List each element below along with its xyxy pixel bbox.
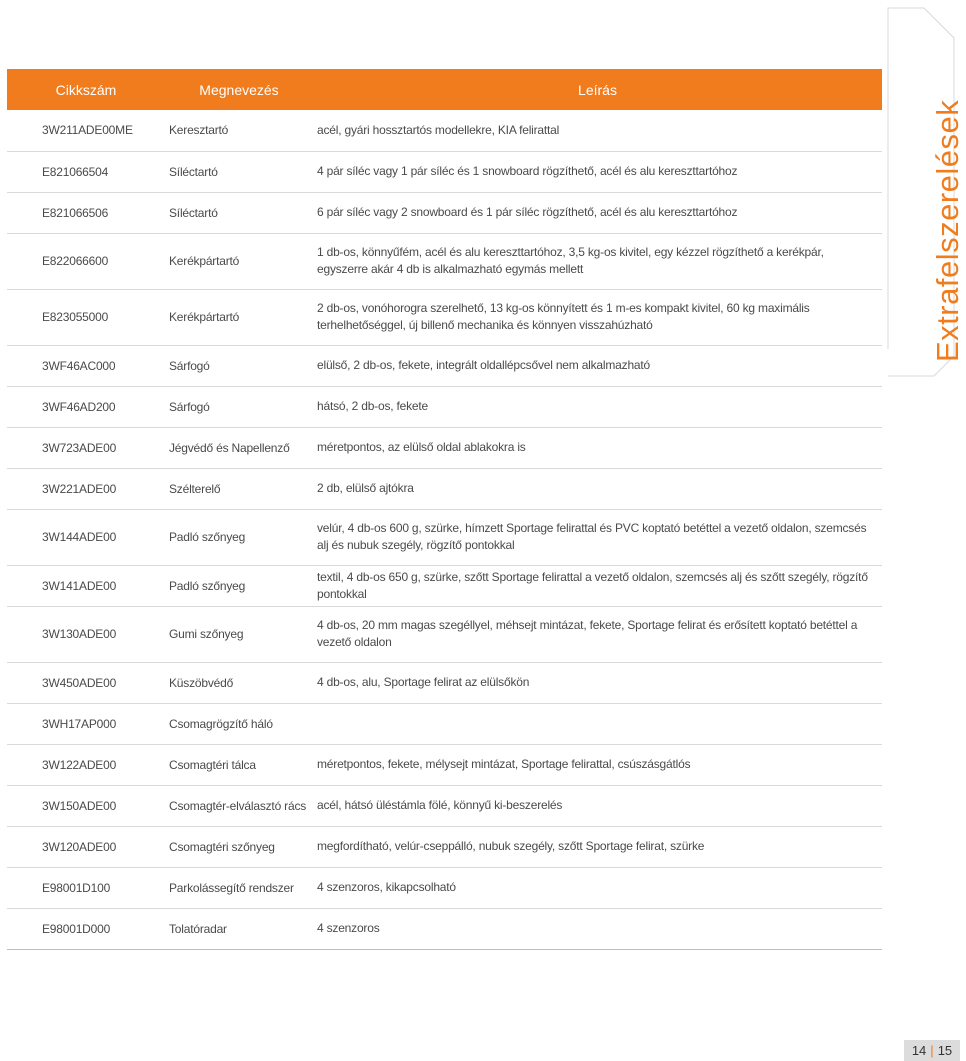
table-row: [7, 427, 882, 468]
row-description: 2 db-os, vonóhorogra szerelhető, 13 kg-os könnyített és 1 m-es kompakt kivitel, 60 kg maximális terhelhetőséggel, új billenő mechanika és könnyen visszahúzható: [313, 289, 882, 345]
header-name: Megnevezés: [165, 69, 313, 110]
row-name: Gumi szőnyeg: [165, 606, 313, 662]
row-name: Sárfogó: [165, 345, 313, 386]
row-description: 4 pár síléc vagy 1 pár síléc és 1 snowboard rögzíthető, acél és alu kereszttartóhoz: [313, 151, 882, 192]
row-description: 4 db-os, 20 mm magas szegéllyel, méhsejt mintázat, fekete, Sportage felirat és erősített koptató betéttel a vezető oldalon: [313, 606, 882, 662]
row-code: E821066504: [7, 151, 165, 192]
row-description: 2 db, elülső ajtókra: [313, 468, 882, 509]
row-name: Síléctartó: [165, 151, 313, 192]
row-name: Jégvédő és Napellenző: [165, 427, 313, 468]
table-row: [7, 744, 882, 785]
row-code: 3W130ADE00: [7, 606, 165, 662]
row-description: acél, hátsó üléstámla fölé, könnyű ki-beszerelés: [313, 785, 882, 826]
row-code: 3W211ADE00ME: [7, 110, 165, 151]
row-name: Kerékpártartó: [165, 289, 313, 345]
row-name: Kerékpártartó: [165, 233, 313, 289]
row-code: 3WF46AC000: [7, 345, 165, 386]
row-name: Csomagrögzítő háló: [165, 703, 313, 744]
table-row: [7, 345, 882, 386]
row-code: E821066506: [7, 192, 165, 233]
row-description: elülső, 2 db-os, fekete, integrált oldallépcsővel nem alkalmazható: [313, 345, 882, 386]
row-name: Padló szőnyeg: [165, 565, 313, 606]
row-description: méretpontos, az elülső oldal ablakokra is: [313, 427, 882, 468]
side-tab-label: Extrafelszerelések: [930, 99, 965, 362]
table-row: [7, 110, 882, 151]
page-number-right: 15: [937, 1043, 953, 1058]
accessories-table: [7, 69, 882, 950]
table-row: [7, 703, 882, 744]
row-description: megfordítható, velúr-cseppálló, nubuk szegély, szőtt Sportage felirat, szürke: [313, 826, 882, 867]
row-code: E98001D100: [7, 867, 165, 908]
row-code: 3WH17AP000: [7, 703, 165, 744]
row-code: E822066600: [7, 233, 165, 289]
row-code: 3W221ADE00: [7, 468, 165, 509]
page-number: [904, 1040, 960, 1061]
table-row: [7, 386, 882, 427]
row-name: Keresztartó: [165, 110, 313, 151]
header-description: Leírás: [313, 69, 882, 110]
row-code: E823055000: [7, 289, 165, 345]
table-row: [7, 867, 882, 908]
table-row: [7, 565, 882, 606]
row-code: 3W144ADE00: [7, 509, 165, 565]
header-code: Cikkszám: [7, 69, 165, 110]
table-row: [7, 908, 882, 949]
page-number-left: 14: [911, 1043, 927, 1058]
table-row: [7, 289, 882, 345]
table-body: [7, 110, 882, 949]
row-description: 4 db-os, alu, Sportage felirat az elülsőkön: [313, 662, 882, 703]
row-code: 3W450ADE00: [7, 662, 165, 703]
table-row: [7, 826, 882, 867]
row-name: Küszöbvédő: [165, 662, 313, 703]
row-code: 3WF46AD200: [7, 386, 165, 427]
table-row: [7, 606, 882, 662]
row-name: Szélterelő: [165, 468, 313, 509]
row-description: 1 db-os, könnyűfém, acél és alu kereszttartóhoz, 3,5 kg-os kivitel, egy kézzel rögzíthető a kerékpár, egyszerre akár 4 db is alkalmazható egymás mellett: [313, 233, 882, 289]
row-name: Síléctartó: [165, 192, 313, 233]
row-description: 4 szenzoros, kikapcsolható: [313, 867, 882, 908]
table-row: [7, 468, 882, 509]
table-row: [7, 662, 882, 703]
row-code: E98001D000: [7, 908, 165, 949]
row-description: acél, gyári hossztartós modellekre, KIA felirattal: [313, 110, 882, 151]
row-code: 3W150ADE00: [7, 785, 165, 826]
row-code: 3W120ADE00: [7, 826, 165, 867]
table-row: [7, 509, 882, 565]
table-row: [7, 233, 882, 289]
row-description: 4 szenzoros: [313, 908, 882, 949]
row-description: velúr, 4 db-os 600 g, szürke, hímzett Sportage felirattal és PVC koptató betéttel a vezető oldalon, szemcsés alj és nubuk szegély, rögzítő pontokkal: [313, 509, 882, 565]
row-name: Csomagtéri tálca: [165, 744, 313, 785]
row-name: Padló szőnyeg: [165, 509, 313, 565]
row-name: Csomagtér-elválasztó rács: [165, 785, 313, 826]
row-code: 3W122ADE00: [7, 744, 165, 785]
accessories-table-wrap: [7, 69, 882, 950]
row-name: Tolatóradar: [165, 908, 313, 949]
table-row: [7, 785, 882, 826]
row-name: Sárfogó: [165, 386, 313, 427]
table-row: [7, 151, 882, 192]
row-name: Csomagtéri szőnyeg: [165, 826, 313, 867]
page-number-separator: |: [930, 1043, 934, 1058]
row-description: méretpontos, fekete, mélysejt mintázat, Sportage felirattal, csúszásgátlós: [313, 744, 882, 785]
row-code: 3W141ADE00: [7, 565, 165, 606]
row-description: hátsó, 2 db-os, fekete: [313, 386, 882, 427]
row-description: textil, 4 db-os 650 g, szürke, szőtt Sportage felirattal a vezető oldalon, szemcsés alj és szőtt szegély, rögzítő pontokkal: [313, 565, 882, 606]
row-code: 3W723ADE00: [7, 427, 165, 468]
table-row: [7, 192, 882, 233]
table-header: [7, 69, 882, 110]
row-description: 6 pár síléc vagy 2 snowboard és 1 pár síléc rögzíthető, acél és alu kereszttartóhoz: [313, 192, 882, 233]
row-name: Parkolássegítő rendszer: [165, 867, 313, 908]
row-description: [313, 703, 882, 744]
